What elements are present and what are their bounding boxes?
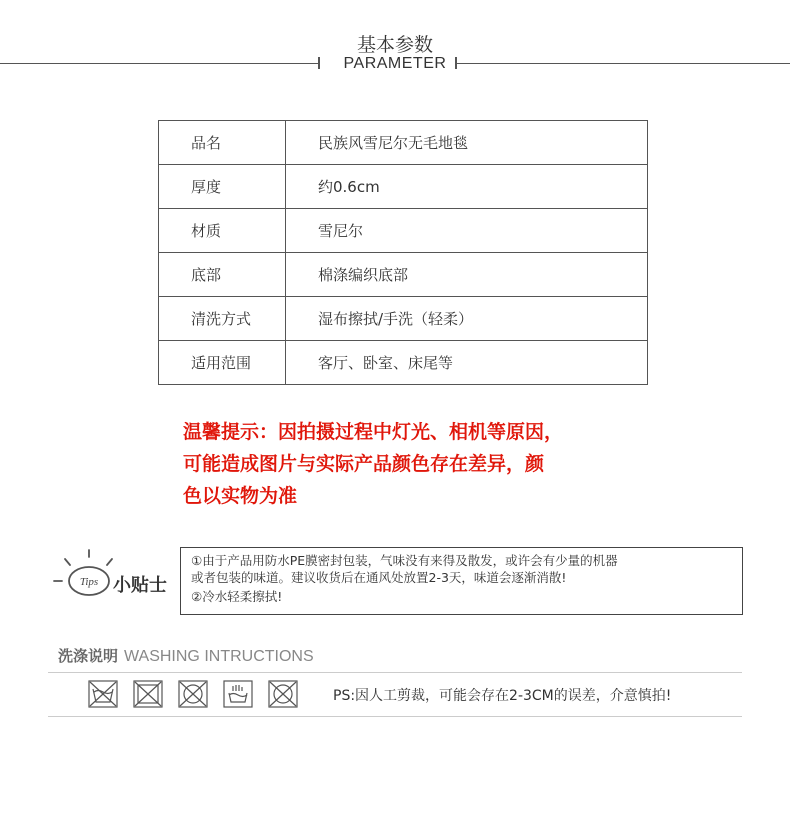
table-row (159, 165, 648, 209)
notice-line: 温馨提示：因拍摄过程中灯光、相机等原因， (183, 421, 564, 443)
divider (48, 672, 742, 673)
do-not-tumble-dry-icon (133, 680, 163, 708)
do-not-wash-icon (88, 680, 118, 708)
tips-box (180, 547, 743, 615)
tips-label: 小贴士 (113, 575, 167, 596)
do-not-iron-icon (268, 680, 298, 708)
tips-text: ②冷水轻柔擦拭! (191, 589, 283, 604)
hand-wash-icon (223, 680, 253, 708)
notice-line: 可能造成图片与实际产品颜色存在差异，颜 (183, 453, 545, 475)
param-key: 底部 (159, 253, 286, 297)
divider (48, 716, 742, 717)
tips-text: 或者包装的味道。建议收货后在通风处放置2-3天，味道会逐渐消散! (191, 570, 567, 585)
table-row (159, 341, 648, 385)
table-row (159, 121, 648, 165)
param-value: 约0.6cm (286, 165, 648, 209)
param-value: 雪尼尔 (286, 209, 648, 253)
param-value: 民族风雪尼尔无毛地毯 (286, 121, 648, 165)
table-row (159, 297, 648, 341)
color-notice (183, 416, 633, 512)
washing-title (58, 645, 314, 666)
param-key: 材质 (159, 209, 286, 253)
table-row (159, 209, 648, 253)
param-value: 湿布擦拭/手洗（轻柔） (286, 297, 648, 341)
tips-text: ①由于产品用防水PE膜密封包装，气味没有来得及散发，或许会有少量的机器 (191, 553, 618, 568)
section-title-cn: 基本参数 (356, 34, 433, 56)
washing-title-cn: 洗涤说明 (58, 647, 119, 665)
divider-right (455, 63, 790, 64)
section-title-en: PARAMETER (343, 55, 447, 72)
param-key: 适用范围 (159, 341, 286, 385)
param-value: 客厅、卧室、床尾等 (286, 341, 648, 385)
parameter-table (158, 120, 648, 385)
washing-title-en: WASHING INTRUCTIONS (124, 648, 314, 665)
cutting-error-note: PS:因人工剪裁，可能会存在2-3CM的误差，介意慎拍! (333, 688, 672, 704)
do-not-dry-clean-icon (178, 680, 208, 708)
notice-line: 色以实物为准 (183, 485, 298, 507)
param-key: 厚度 (159, 165, 286, 209)
tips-badge-text: Tips (79, 576, 99, 588)
section-header (0, 0, 790, 90)
param-value: 棉涤编织底部 (286, 253, 648, 297)
table-row (159, 253, 648, 297)
param-key: 品名 (159, 121, 286, 165)
param-key: 清洗方式 (159, 297, 286, 341)
